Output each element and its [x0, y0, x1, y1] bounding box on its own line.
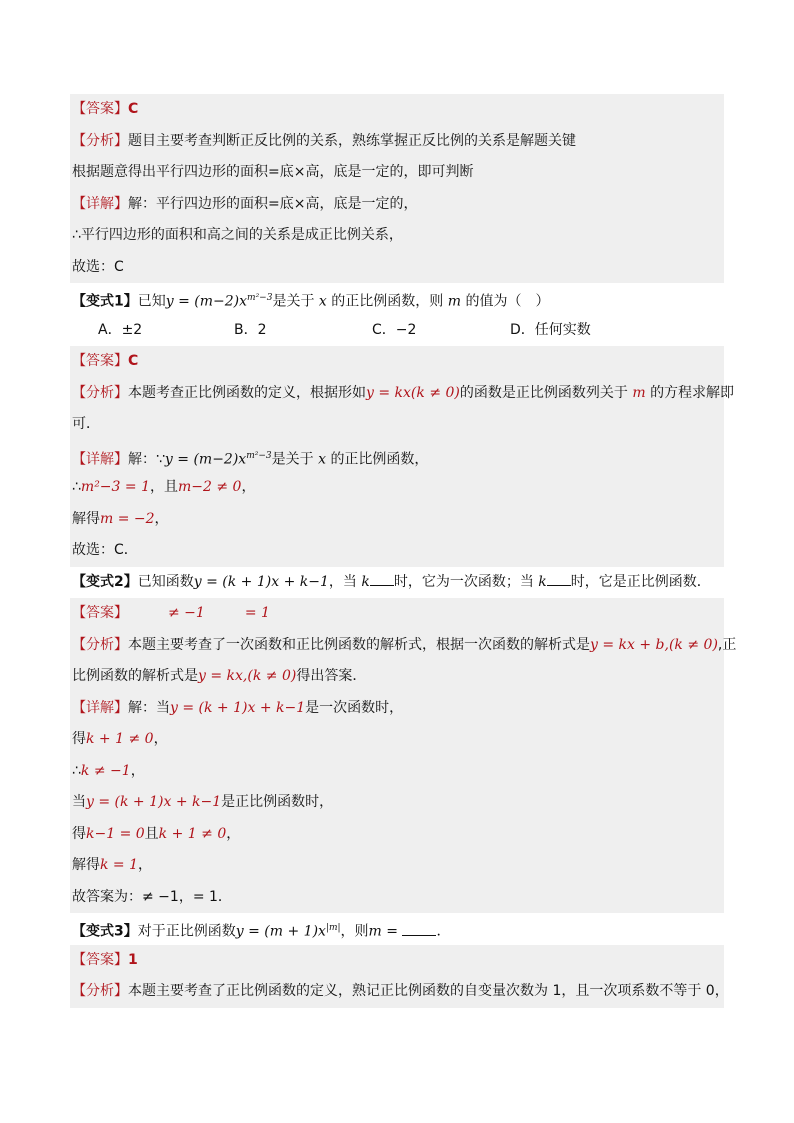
analysis-tag: 【分析】: [72, 132, 128, 149]
option-d: D．任何实数: [510, 321, 591, 338]
answer-tag: 【答案】: [72, 951, 128, 968]
detail-tag: 【详解】: [72, 451, 128, 468]
variant2-detail-line: [70, 693, 724, 725]
variant1-analysis-line: [70, 378, 735, 410]
detail-exponent: m²−3: [246, 450, 272, 461]
blank-1[interactable]: [370, 571, 394, 586]
analysis-line: [70, 126, 724, 158]
s2-pre: ∴: [72, 762, 81, 779]
variant1-q-mid2: 的正比例函数，则: [331, 293, 444, 310]
variant2-q-k2: k: [538, 573, 547, 590]
detail-pre: 解：当: [128, 699, 170, 716]
answer-value: 1: [128, 951, 138, 968]
document-page: [70, 94, 737, 1008]
analysis2-post: 得出答案．: [296, 668, 367, 684]
variant1-answer-line: [70, 346, 724, 378]
variant1-q-x: x: [318, 293, 327, 310]
variant3-q-mid: ，则: [340, 923, 369, 940]
variant3-formula-2: m =: [368, 923, 403, 940]
variant2-q-pre: 已知函数: [137, 573, 194, 590]
analysis-tag: 【分析】: [72, 983, 128, 999]
analysis-text: 题目主要考查判断正反比例的关系，熟练掌握正反比例的关系是解题关键: [128, 132, 576, 149]
variant2-step4: [70, 819, 724, 851]
s2-eq: k ≠ −1: [80, 762, 131, 779]
analysis-end: 的方程求解即: [650, 384, 735, 401]
s1-eq: k + 1 ≠ 0: [86, 731, 154, 747]
detail-text-2: ∴平行四边形的面积和高之间的关系是成正比例关系，: [72, 227, 403, 243]
variant1-choose: [70, 535, 724, 567]
analysis-line2-text: 可．: [72, 416, 100, 432]
variant2-q-mid: ，当: [328, 573, 357, 590]
answer-tag: 【答案】: [72, 101, 128, 117]
final-answer-text: 故答案为：≠ −1，= 1．: [72, 888, 232, 905]
s3-eq: y = (k + 1)x + k−1: [86, 794, 222, 810]
detail-line-2: [70, 220, 724, 252]
detail-formula: y = (k + 1)x + k−1: [170, 699, 306, 716]
choose-line: [70, 252, 724, 284]
step2-pre: 解得: [72, 510, 100, 527]
choose-text: 故选：C: [72, 258, 124, 275]
s4-pre: 得: [72, 825, 86, 842]
variant2-step2: [70, 756, 724, 788]
step1-end: ，: [241, 479, 256, 495]
analysis2-pre: 比例函数的解析式是: [72, 668, 198, 684]
variant3-exponent: |m|: [325, 923, 341, 933]
detail-tag: 【详解】: [72, 699, 128, 716]
s1-end: ，: [153, 731, 168, 747]
detail-post: 是一次函数时，: [305, 699, 404, 716]
analysis-tag: 【分析】: [72, 384, 128, 401]
s4-end: ，: [226, 825, 241, 842]
variant2-step3: [70, 787, 724, 819]
variant1-formula: y = (m−2)x: [165, 293, 248, 310]
detail-pre: 解：∵: [128, 451, 165, 468]
analysis-pre: 本题主要考查了一次函数和正比例函数的解析式，根据一次函数的解析式是: [128, 636, 590, 653]
step1-mid: ，且: [150, 479, 178, 495]
variant2-q-k1: k: [361, 573, 370, 590]
detail-text: 解：平行四边形的面积=底×高，底是一定的，: [128, 195, 418, 212]
analysis-formula: y = kx(k ≠ 0): [366, 384, 460, 401]
variant1-q-post: 的值为（ ）: [465, 293, 550, 310]
variant1-step2: [70, 504, 724, 536]
variant2-q-mid2: 时，它为一次函数；当: [393, 573, 534, 590]
variant1-step1: [70, 472, 724, 504]
analysis-tag: 【分析】: [72, 636, 128, 653]
variant2-final: [70, 882, 724, 914]
s4-eq-a: k−1 = 0: [86, 825, 145, 842]
step1-eq: m²−3 = 1: [80, 479, 150, 495]
analysis-m: m: [632, 384, 646, 401]
s1-pre: 得: [72, 731, 86, 747]
variant2-step1: [70, 724, 724, 756]
s4-eq-b: k + 1 ≠ 0: [158, 825, 227, 842]
variant3-formula: y = (m + 1)x: [235, 923, 326, 940]
variant3-q-post: ．: [436, 923, 451, 940]
detail-tag: 【详解】: [72, 195, 128, 212]
s5-end: ，: [138, 857, 153, 873]
option-c: C．−2: [372, 321, 417, 338]
analysis-line-2: [70, 157, 724, 189]
detail-line: [70, 189, 724, 221]
variant1-exponent: m²−3: [247, 293, 273, 303]
s4-mid: 且: [144, 825, 159, 842]
variant3-analysis-line: [70, 976, 729, 1008]
s5-pre: 解得: [72, 857, 100, 873]
step2-eq: m = −2: [100, 510, 155, 527]
variant2-analysis-line: [70, 630, 737, 662]
detail-mid: 是关于: [271, 451, 314, 468]
s5-eq: k = 1: [100, 857, 139, 873]
step1-pre: ∴: [72, 479, 81, 495]
answer-tag: 【答案】: [72, 605, 128, 621]
variant2-q-post: 时，它是正比例函数．: [570, 573, 711, 590]
answer-tag: 【答案】: [72, 353, 128, 369]
choose-text: 故选：C．: [72, 542, 138, 558]
variant2-tag: 【变式2】: [72, 573, 138, 590]
analysis2-formula: y = kx,(k ≠ 0): [198, 668, 297, 684]
detail-post: 的正比例函数，: [330, 451, 429, 468]
step1-eq-b: m−2 ≠ 0: [178, 479, 242, 495]
variant2-step5: [70, 850, 724, 882]
answer-value: C: [128, 353, 139, 369]
answer-value: C: [128, 101, 139, 117]
s3-pre: 当: [72, 794, 86, 810]
option-b: B．2: [234, 321, 267, 338]
analysis-post: 的函数是正比例函数列关于: [459, 384, 628, 401]
analysis-end: ,正: [717, 636, 737, 653]
answer-value-1: ≠ −1: [168, 605, 205, 621]
variant2-answer-line: [70, 598, 724, 630]
variant1-detail-line: [70, 441, 724, 473]
variant3-tag: 【变式3】: [72, 923, 138, 940]
detail-x: x: [318, 451, 326, 468]
option-a: A．±2: [98, 321, 143, 338]
s3-post: 是正比例函数时，: [221, 794, 334, 810]
blank-3[interactable]: [402, 921, 436, 936]
answer-value-2: = 1: [244, 605, 270, 621]
s2-end: ，: [130, 762, 145, 779]
step2-end: ，: [154, 510, 169, 527]
detail-formula: y = (m−2)x: [164, 451, 247, 468]
variant2-question: [70, 567, 724, 599]
variant1-question: [70, 283, 724, 315]
analysis-pre: 本题考查正比例函数的定义，根据形如: [128, 384, 366, 401]
analysis-text-2: 根据题意得出平行四边形的面积=底×高，底是一定的，即可判断: [72, 164, 474, 180]
variant2-analysis-line-2: [70, 661, 724, 693]
variant3-q-pre: 对于正比例函数: [137, 923, 236, 940]
variant3-answer-line: [70, 945, 724, 977]
analysis-text: 本题主要考查了正比例函数的定义，熟记正比例函数的自变量次数为 1，且一次项系数不等于 0，: [128, 983, 729, 999]
variant2-formula: y = (k + 1)x + k−1: [193, 573, 329, 590]
variant1-q-m: m: [447, 293, 461, 310]
variant1-options: [70, 315, 724, 347]
variant1-q-mid: 是关于: [272, 293, 315, 310]
variant1-q-pre: 已知: [137, 293, 166, 310]
answer-line: [70, 94, 724, 126]
variant3-question: [70, 913, 724, 945]
analysis-formula: y = kx + b,(k ≠ 0): [590, 636, 718, 653]
variant1-analysis-line-2: [70, 409, 724, 441]
variant1-tag: 【变式1】: [72, 293, 138, 310]
blank-2[interactable]: [547, 571, 571, 586]
